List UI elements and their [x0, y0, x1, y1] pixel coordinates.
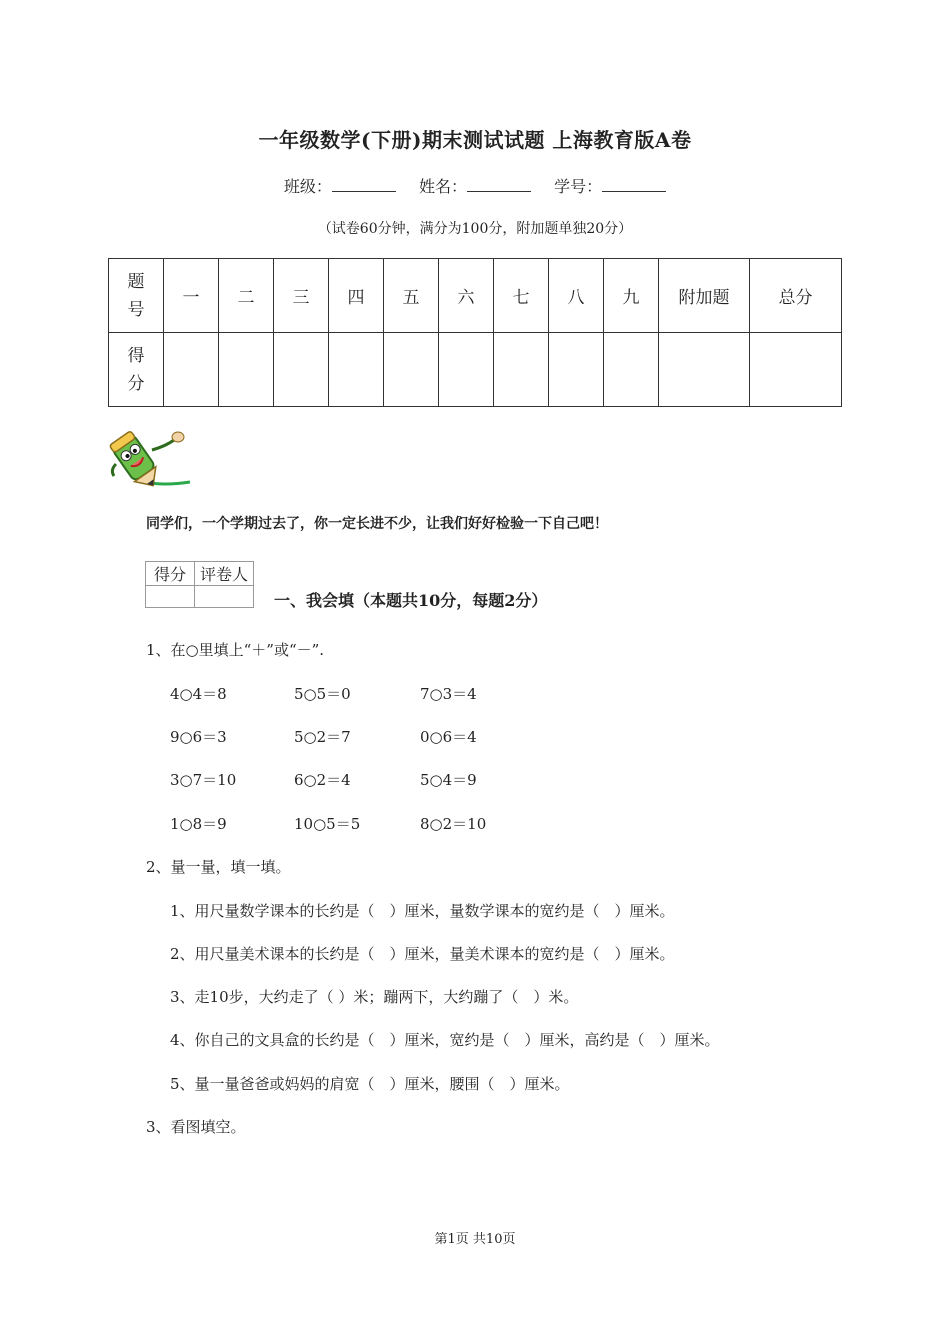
score-cell[interactable] — [219, 333, 274, 407]
question-1-prompt: 1、在○里填上“＋”或“－”. — [146, 641, 325, 659]
question-2-item: 4、你自己的文具盒的长约是（ ）厘米，宽约是（ ）厘米，高约是（ ）厘米。 — [170, 1031, 720, 1049]
score-cell[interactable] — [549, 333, 604, 407]
equation: 9○6＝3 — [170, 728, 227, 746]
score-table-header-row — [109, 259, 842, 333]
grader-reviewer-cell[interactable] — [195, 586, 254, 608]
col-header: 三 — [274, 259, 329, 333]
grader-box — [145, 561, 254, 608]
score-cell[interactable] — [329, 333, 384, 407]
class-blank[interactable] — [332, 177, 396, 192]
exam-note: （试卷60分钟，满分为100分，附加题单独20分） — [317, 221, 633, 237]
grader-score-label: 得分 — [146, 562, 195, 586]
score-cell[interactable] — [274, 333, 329, 407]
equation: 3○7＝10 — [170, 771, 237, 789]
question-2-item: 2、用尺量美术课本的长约是（ ）厘米，量美术课本的宽约是（ ）厘米。 — [170, 945, 675, 963]
header-cell-label — [109, 259, 164, 333]
page-title: 一年级数学(下册)期末测试试题 上海教育版A卷 — [258, 128, 692, 152]
name-blank[interactable] — [467, 177, 531, 192]
equation: 10○5＝5 — [294, 815, 361, 833]
student-info-row — [0, 174, 950, 197]
col-header: 八 — [549, 259, 604, 333]
equation: 7○3＝4 — [420, 685, 477, 703]
col-header: 五 — [384, 259, 439, 333]
equation: 5○2＝7 — [294, 728, 351, 746]
header-label-top: 题 — [127, 271, 145, 292]
score-cell-label — [109, 333, 164, 407]
question-2-item: 1、用尺量数学课本的长约是（ ）厘米，量数学课本的宽约是（ ）厘米。 — [170, 902, 675, 920]
col-header: 总分 — [750, 259, 842, 333]
score-cell[interactable] — [659, 333, 750, 407]
section-heading: 一、我会填（本题共10分，每题2分） — [274, 591, 548, 610]
class-label: 班级： — [283, 177, 332, 196]
grader-score-cell[interactable] — [146, 586, 195, 608]
question-3-prompt: 3、看图填空。 — [146, 1118, 246, 1136]
col-header: 七 — [494, 259, 549, 333]
header-label-bottom: 号 — [127, 299, 145, 320]
name-label: 姓名： — [418, 177, 467, 196]
col-header: 六 — [439, 259, 494, 333]
score-table-score-row — [109, 333, 842, 407]
score-cell[interactable] — [494, 333, 549, 407]
equation: 5○5＝0 — [294, 685, 351, 703]
equation: 0○6＝4 — [420, 728, 477, 746]
greeting-text: 同学们，一个学期过去了，你一定长进不少，让我们好好检验一下自己吧！ — [146, 516, 608, 532]
col-header: 九 — [604, 259, 659, 333]
student-id-blank[interactable] — [602, 177, 666, 192]
col-header: 一 — [164, 259, 219, 333]
col-header: 附加题 — [659, 259, 750, 333]
page-footer: 第1页 共10页 — [434, 1232, 516, 1247]
col-header: 四 — [329, 259, 384, 333]
equation: 5○4＝9 — [420, 771, 477, 789]
score-label-bottom: 分 — [127, 373, 145, 394]
score-cell[interactable] — [384, 333, 439, 407]
question-2-item: 5、量一量爸爸或妈妈的肩宽（ ）厘米，腰围（ ）厘米。 — [170, 1075, 570, 1093]
score-cell[interactable] — [439, 333, 494, 407]
pencil-mascot-icon — [104, 420, 196, 492]
score-cell[interactable] — [750, 333, 842, 407]
col-header: 二 — [219, 259, 274, 333]
score-cell[interactable] — [164, 333, 219, 407]
equation: 1○8＝9 — [170, 815, 227, 833]
score-cell[interactable] — [604, 333, 659, 407]
grader-reviewer-label: 评卷人 — [195, 562, 254, 586]
question-2-item: 3、走10步，大约走了（ ）米；蹦两下，大约蹦了（ ）米。 — [170, 988, 579, 1006]
score-table — [108, 258, 842, 407]
equation: 6○2＝4 — [294, 771, 351, 789]
equation: 4○4＝8 — [170, 685, 227, 703]
student-id-label: 学号： — [554, 177, 603, 196]
score-label-top: 得 — [127, 345, 145, 366]
equation: 8○2＝10 — [420, 815, 487, 833]
question-2-prompt: 2、量一量，填一填。 — [146, 858, 291, 876]
